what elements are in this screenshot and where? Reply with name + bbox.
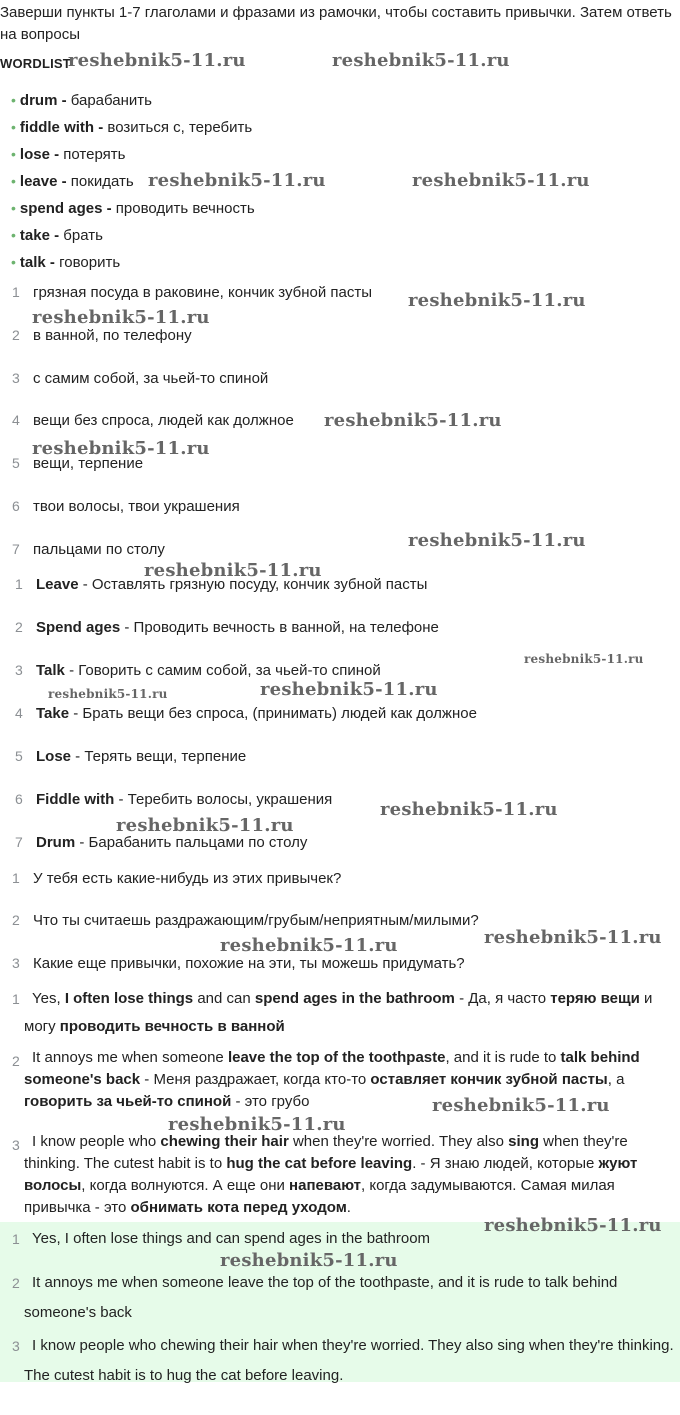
list-item: 2 Что ты считаешь раздражающим/грубым/неприятным/милыми? bbox=[12, 912, 479, 929]
text-run: - это грубо bbox=[231, 1093, 310, 1110]
bold-phrase: talk behind someone's back bbox=[24, 1049, 640, 1088]
watermark: reshebnik5-11.ru bbox=[68, 50, 246, 71]
watermark: reshebnik5-11.ru bbox=[32, 307, 210, 328]
text-run: I know people who bbox=[32, 1133, 161, 1150]
text-run: . bbox=[346, 1199, 351, 1216]
text-run: и могу bbox=[24, 990, 653, 1035]
bullet-icon: • bbox=[11, 173, 16, 189]
watermark: reshebnik5-11.ru bbox=[220, 1250, 398, 1271]
bold-phrase: chewing their hair bbox=[160, 1133, 289, 1150]
wordlist-item: • talk - говорить bbox=[11, 254, 121, 271]
bold-phrase: I often lose things bbox=[64, 990, 194, 1007]
wordlist-item: • fiddle with - возиться с, теребить bbox=[11, 119, 253, 136]
bold-phrase: проводить вечность в ванной bbox=[59, 1018, 285, 1035]
text-run: , а bbox=[607, 1071, 625, 1088]
watermark: reshebnik5-11.ru bbox=[380, 799, 558, 820]
list-item: 6 Fiddle with - Теребить волосы, украшения bbox=[15, 791, 333, 808]
text-run: . - Я знаю людей, которые bbox=[412, 1155, 599, 1172]
bold-phrase: теряю вещи bbox=[550, 990, 640, 1007]
reply-text bbox=[24, 1133, 637, 1216]
watermark: reshebnik5-11.ru bbox=[168, 1114, 346, 1135]
text-run: Yes, bbox=[32, 990, 65, 1007]
text-run: , когда задумываются. Самая милая привычка - это bbox=[24, 1177, 615, 1216]
watermark: reshebnik5-11.ru bbox=[32, 438, 210, 459]
list-item: 6 твои волосы, твои украшения bbox=[12, 498, 240, 515]
watermark: reshebnik5-11.ru bbox=[412, 170, 590, 191]
list-item: 7 Drum - Барабанить пальцами по столу bbox=[15, 834, 308, 851]
reply: 3 I know people who chewing their hair when they're worried. They also sing when they're thinking. The cutest habit is to hug the cat before leaving. - Я знаю людей, которые жуют волосы, когда волнуются. А еще они напевают, когда задумываются. Самая милая привычка - это обнимать кота перед уходом. bbox=[12, 1133, 638, 1216]
watermark: reshebnik5-11.ru bbox=[116, 815, 294, 836]
bullet-icon: • bbox=[11, 92, 16, 108]
wordlist-item: • drum - барабанить bbox=[11, 92, 152, 109]
bold-phrase: говорить за чьей-то спиной bbox=[24, 1093, 232, 1110]
list-item: 3 Talk - Говорить с самим собой, за чьей-то спиной bbox=[15, 662, 381, 679]
watermark: reshebnik5-11.ru bbox=[524, 652, 644, 666]
text-run: - Меня раздражает, когда кто-то bbox=[140, 1071, 371, 1088]
watermark: reshebnik5-11.ru bbox=[332, 50, 510, 71]
wordlist-item: • lose - потерять bbox=[11, 146, 126, 163]
instructions: Заверши пункты 1-7 глаголами и фразами из рамочки, чтобы составить привычки. Затем ответь на вопросы bbox=[0, 4, 672, 43]
wordlist-title: WORDLIST bbox=[0, 56, 71, 71]
bold-phrase: жуют волосы bbox=[24, 1155, 638, 1194]
text-run: It annoys me when someone bbox=[32, 1049, 228, 1066]
watermark: reshebnik5-11.ru bbox=[324, 410, 502, 431]
list-item: 5 вещи, терпение bbox=[12, 455, 144, 472]
watermark: reshebnik5-11.ru bbox=[48, 687, 168, 701]
bullet-icon: • bbox=[11, 119, 16, 135]
list-item: 4 Take - Брать вещи без спроса, (принимать) людей как должное bbox=[15, 705, 477, 722]
watermark: reshebnik5-11.ru bbox=[432, 1095, 610, 1116]
wordlist-item: • take - брать bbox=[11, 227, 103, 244]
watermark: reshebnik5-11.ru bbox=[408, 290, 586, 311]
bullet-icon: • bbox=[11, 146, 16, 162]
watermark: reshebnik5-11.ru bbox=[144, 560, 322, 581]
watermark: reshebnik5-11.ru bbox=[484, 927, 662, 948]
bold-phrase: sing bbox=[508, 1133, 539, 1150]
watermark: reshebnik5-11.ru bbox=[260, 679, 438, 700]
final-answer: 3 I know people who chewing their hair when they're worried. They also sing when they're thinking. The cutest habit is to hug the cat before leaving. bbox=[12, 1337, 674, 1384]
watermark: reshebnik5-11.ru bbox=[484, 1215, 662, 1236]
bold-phrase: оставляет кончик зубной пасты bbox=[370, 1071, 608, 1088]
text-run: , and it is rude to bbox=[445, 1049, 561, 1066]
bullet-icon: • bbox=[11, 200, 16, 216]
reply: 1 Yes, I often lose things and can spend ages in the bathroom - Да, я часто теряю вещи и могу проводить вечность в ванной bbox=[12, 990, 653, 1035]
text-run: when they're thinking. The cutest habit is to bbox=[24, 1133, 628, 1172]
list-item: 5 Lose - Терять вещи, терпение bbox=[15, 748, 247, 765]
text-run: and can bbox=[193, 990, 255, 1007]
wordlist-item: • spend ages - проводить вечность bbox=[11, 200, 255, 217]
text-run: - Да, я часто bbox=[454, 990, 551, 1007]
list-item: 1 Leave - Оставлять грязную посуду, кончик зубной пасты bbox=[15, 576, 428, 593]
list-item: 7 пальцами по столу bbox=[12, 541, 165, 558]
list-item: 3 с самим собой, за чьей-то спиной bbox=[12, 370, 269, 387]
watermark: reshebnik5-11.ru bbox=[408, 530, 586, 551]
list-item: 4 вещи без спроса, людей как должное bbox=[12, 412, 294, 429]
list-item: 1 У тебя есть какие-нибудь из этих привычек? bbox=[12, 870, 342, 887]
bold-phrase: hug the cat before leaving bbox=[226, 1155, 413, 1172]
bold-phrase: обнимать кота перед уходом bbox=[130, 1199, 347, 1216]
reply: 2 It annoys me when someone leave the top of the toothpaste, and it is rude to talk behind someone's back - Меня раздражает, когда кто-то оставляет кончик зубной пасты, а говорить за чьей-то спиной - это грубо bbox=[12, 1049, 640, 1110]
reply-text bbox=[24, 990, 652, 1035]
bullet-icon: • bbox=[11, 254, 16, 270]
bold-phrase: напевают bbox=[289, 1177, 361, 1194]
final-answer: 1 Yes, I often lose things and can spend ages in the bathroom bbox=[12, 1230, 431, 1247]
text-run: , когда волнуются. А еще они bbox=[81, 1177, 290, 1194]
text-run: when they're worried. They also bbox=[288, 1133, 509, 1150]
list-item: 2 Spend ages - Проводить вечность в ванной, на телефоне bbox=[15, 619, 439, 636]
bold-phrase: spend ages in the bathroom bbox=[254, 990, 455, 1007]
list-item: 1 грязная посуда в раковине, кончик зубной пасты bbox=[12, 284, 373, 301]
watermark: reshebnik5-11.ru bbox=[148, 170, 326, 191]
wordlist-item: • leave - покидать bbox=[11, 173, 134, 190]
watermark: reshebnik5-11.ru bbox=[220, 935, 398, 956]
list-item: 3 Какие еще привычки, похожие на эти, ты можешь придумать? bbox=[12, 955, 465, 972]
list-item: 2 в ванной, по телефону bbox=[12, 327, 192, 344]
final-answer: 2 It annoys me when someone leave the top of the toothpaste, and it is rude to talk behind someone's back bbox=[12, 1274, 618, 1321]
bold-phrase: leave the top of the toothpaste bbox=[227, 1049, 446, 1066]
bullet-icon: • bbox=[11, 227, 16, 243]
